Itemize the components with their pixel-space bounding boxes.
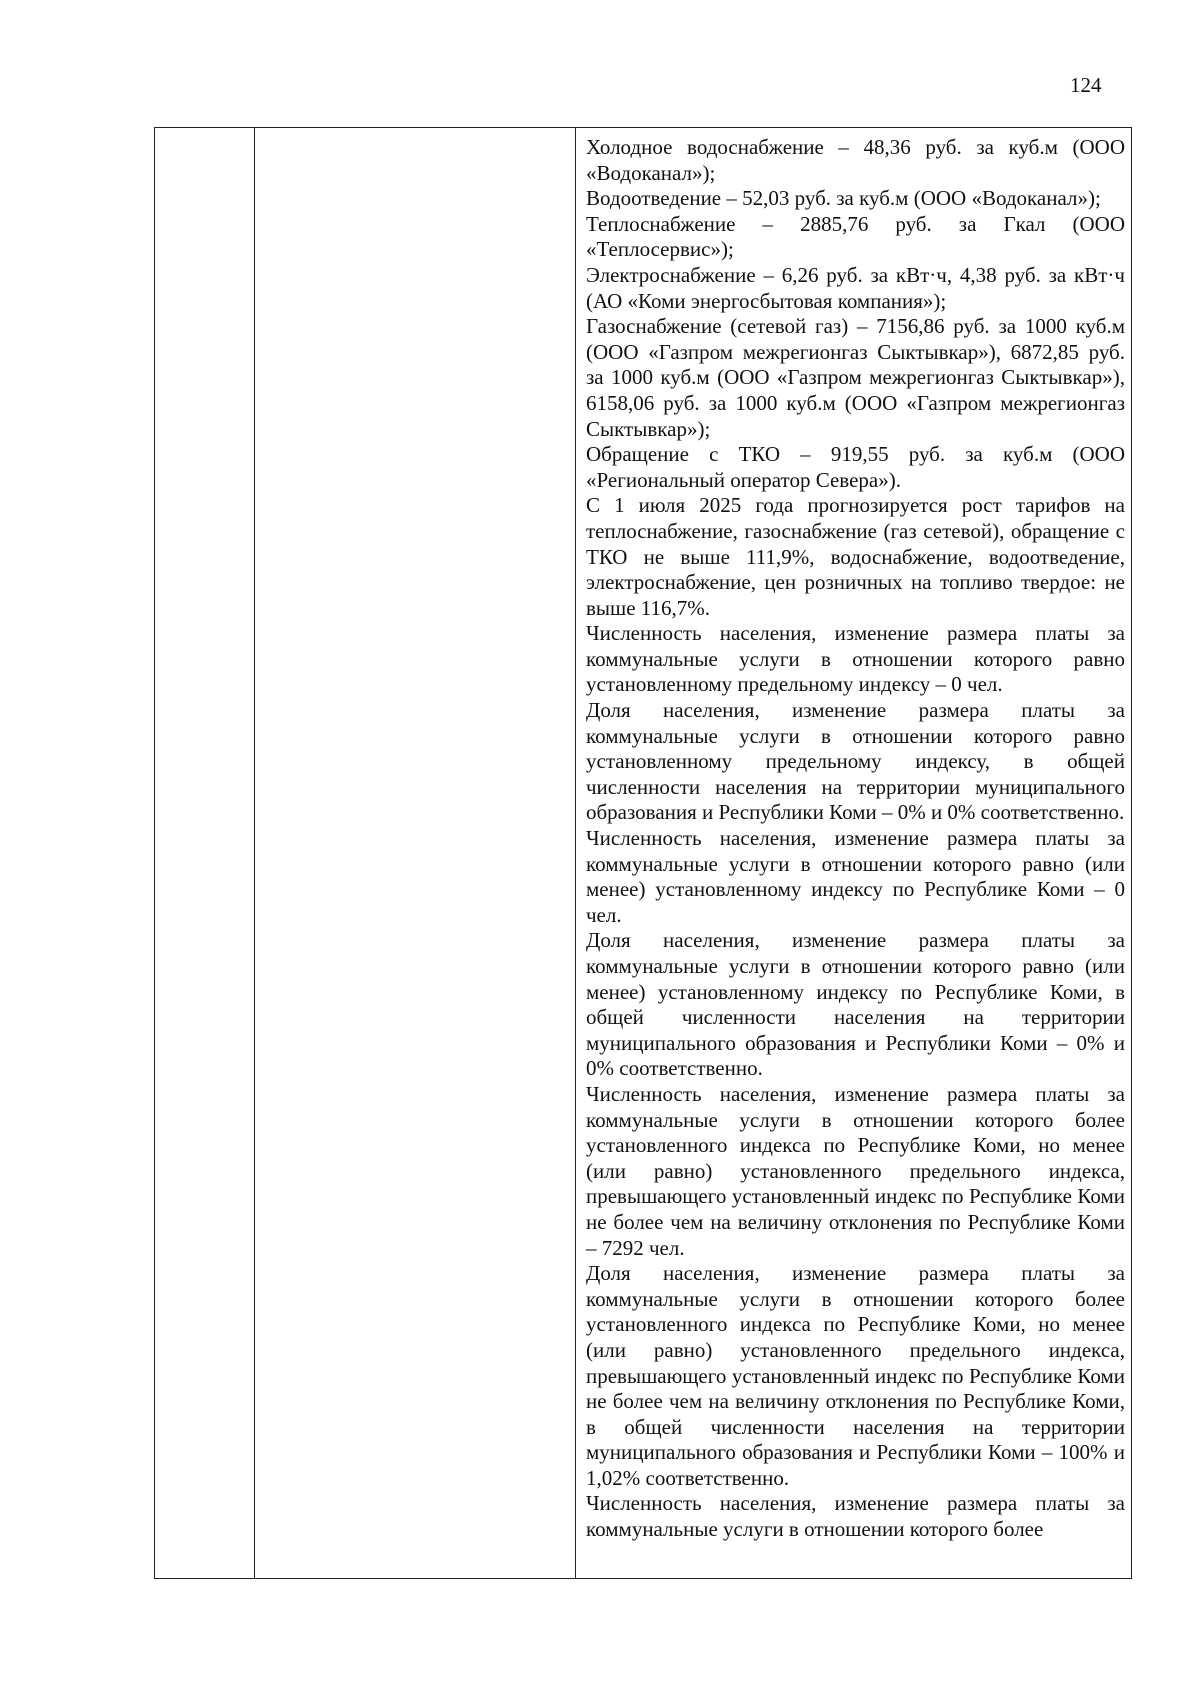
paragraph-population-regional-index: Численность населения, изменение размера платы за коммунальные услуги в отношении которого равно (или менее) установленному индексу по Республике Коми – 0 чел. [586, 826, 1125, 927]
paragraph-tariff-forecast: С 1 июля 2025 года прогнозируется рост тарифов на теплоснабжение, газоснабжение (газ сетевой), обращение с ТКО не выше 111,9%, водоснабжение, водоотведение, электроснабжение, цен розничных на топливо твердое: не выше 116,7%. [586, 493, 1125, 620]
table-column-1 [155, 128, 255, 1578]
paragraph-gas: Газоснабжение (сетевой газ) – 7156,86 руб. за 1000 куб.м (ООО «Газпром межрегионгаз Сыктывкар»), 6872,85 руб. за 1000 куб.м (ООО «Газпром межрегионгаз Сыктывкар»), 6158,06 руб. за 1000 куб.м (ООО «Газпром межрегионгаз Сыктывкар»); [586, 314, 1125, 441]
table-column-2 [255, 128, 576, 1578]
paragraph-share-limit-index: Доля населения, изменение размера платы за коммунальные услуги в отношении которого равно установленному предельному индексу, в общей численности населения на территории муниципального образования и Республики Коми – 0% и 0% соответственно. [586, 698, 1125, 825]
paragraph-waste: Обращение с ТКО – 919,55 руб. за куб.м (ООО «Региональный оператор Севера»). [586, 442, 1125, 492]
page-number: 124 [1070, 73, 1102, 97]
paragraph-population-continued: Численность населения, изменение размера платы за коммунальные услуги в отношении которого более [586, 1491, 1125, 1542]
document-table [154, 127, 1132, 1579]
paragraph-cold-water: Холодное водоснабжение – 48,36 руб. за куб.м (ООО «Водоканал»); [586, 135, 1125, 185]
paragraph-electricity: Электроснабжение – 6,26 руб. за кВт·ч, 4,38 руб. за кВт·ч (АО «Коми энергосбытовая компания»); [586, 262, 1125, 313]
paragraph-share-regional-index: Доля населения, изменение размера платы за коммунальные услуги в отношении которого равно (или менее) установленному индексу по Республике Коми, в общей численности населения на территории муниципального образования и Республики Коми – 0% и 0% соответственно. [586, 928, 1125, 1081]
paragraph-sewerage: Водоотведение – 52,03 руб. за куб.м (ООО «Водоканал»); [586, 186, 1101, 211]
table-column-3 [576, 128, 1131, 1578]
paragraph-population-above-index: Численность населения, изменение размера платы за коммунальные услуги в отношении которого более установленного индекса по Республике Коми, но менее (или равно) установленного предельного индекса, превышающего установленный индекс по Республике Коми не более чем на величину отклонения по Республике Коми – 7292 чел. [586, 1081, 1125, 1260]
paragraph-share-above-index: Доля населения, изменение размера платы за коммунальные услуги в отношении которого более установленного индекса по Республике Коми, но менее (или равно) установленного предельного индекса, превышающего установленный индекс по Республике Коми не более чем на величину отклонения по Республике Коми, в общей численности населения на территории муниципального образования и Республики Коми – 100% и 1,02% соответственно. [586, 1261, 1125, 1490]
paragraph-population-limit-index: Численность населения, изменение размера платы за коммунальные услуги в отношении которого равно установленному предельному индексу – 0 чел. [586, 621, 1125, 697]
paragraph-heating: Теплоснабжение – 2885,76 руб. за Гкал (ООО «Теплосервис»); [586, 211, 1125, 262]
